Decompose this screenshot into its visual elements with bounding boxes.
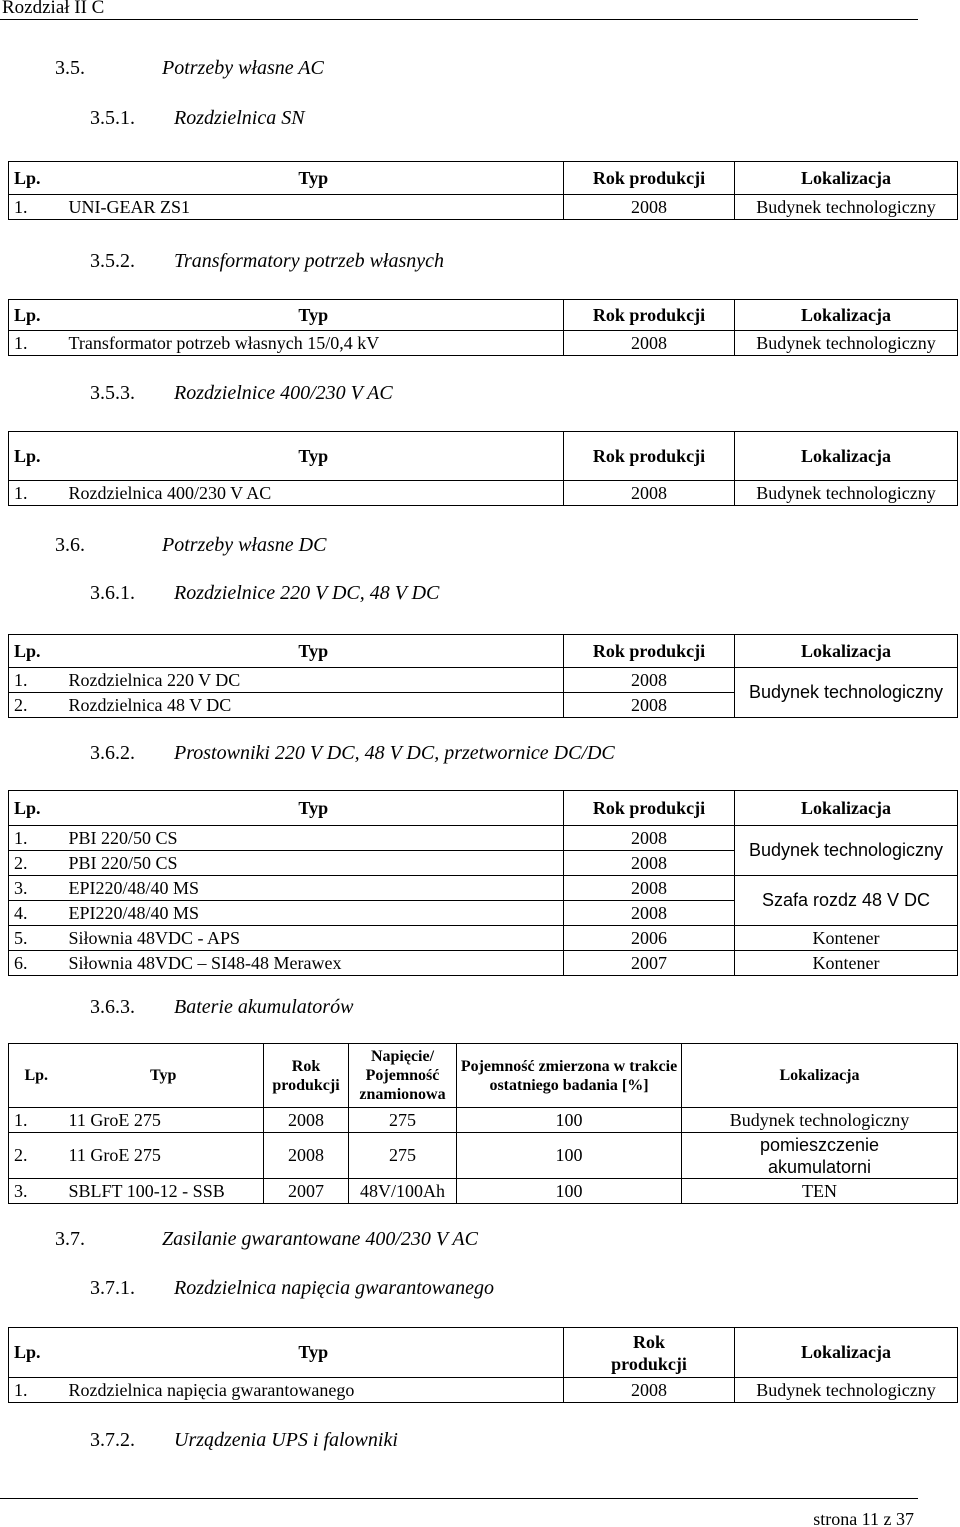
table-row: 1. PBI 220/50 CS 2008 Budynek technologiczny <box>9 826 958 851</box>
table-row: 5. Siłownia 48VDC - APS 2006 Kontener <box>9 926 958 951</box>
section-3-7-heading: 3.7. Zasilanie gwarantowane 400/230 V AC <box>55 1228 478 1250</box>
table-3-6-1: Lp. Typ Rok produkcji Lokalizacja 1. Rozdzielnica 220 V DC 2008 Budynek technologiczny 2. Rozdzielnica 48 V DC 2008 <box>8 634 958 718</box>
table-row: 1. UNI-GEAR ZS1 2008 Budynek technologiczny <box>9 195 958 220</box>
section-3-6-1-heading: 3.6.1. Rozdzielnice 220 V DC, 48 V DC <box>90 582 440 604</box>
table-row: 3. SBLFT 100-12 - SSB 2007 48V/100Ah 100 TEN <box>9 1179 958 1204</box>
col-typ: Typ <box>64 162 564 195</box>
section-3-5-1-heading: 3.5.1. Rozdzielnica SN <box>90 107 305 129</box>
footer-rule <box>0 1498 918 1499</box>
table-3-5-2: Lp. Typ Rok produkcji Lokalizacja 1. Transformator potrzeb własnych 15/0,4 kV 2008 Budynek technologiczny <box>8 299 958 356</box>
table-row: 4. EPI220/48/40 MS 2008 <box>9 901 958 926</box>
col-lp: Lp. <box>9 162 64 195</box>
table-row: 6. Siłownia 48VDC – SI48-48 Merawex 2007 Kontener <box>9 951 958 976</box>
table-3-6-2: Lp. Typ Rok produkcji Lokalizacja 1. PBI 220/50 CS 2008 Budynek technologiczny 2. PBI 220/50 CS 2008 3. EPI220/48/40 MS 2008 Szafa rozdz 48 V DC 4. EPI220/48/40 MS 2008 5. Siłownia 48VDC - APS 2006 Kontener 6. Siłownia 48VDC – SI48-48 Merawex 2007 Kontener <box>8 790 958 976</box>
section-3-5-3-heading: 3.5.3. Rozdzielnice 400/230 V AC <box>90 382 393 404</box>
page-number: strona 11 z 37 <box>813 1509 914 1527</box>
table-row: 1. Rozdzielnica 220 V DC 2008 Budynek technologiczny <box>9 668 958 693</box>
table-3-5-1 <box>8 161 958 220</box>
table-3-6-3: Lp. Typ Rok produkcji Napięcie/ Pojemność znamionowa Pojemność zmierzona w trakcie ostatniego badania [%] Lokalizacja 1. 11 GroE 275 2008 275 100 Budynek technologiczny 2. 11 GroE 275 2008 275 100 pomieszczenie akumulatorni 3. SBLFT 100-12 - SSB 2007 48V/100Ah 100 TEN <box>8 1043 958 1204</box>
section-3-7-2-heading: 3.7.2. Urządzenia UPS i falowniki <box>90 1429 398 1451</box>
section-3-6-3-heading: 3.6.3. Baterie akumulatorów <box>90 996 354 1018</box>
section-3-5-heading: 3.5. Potrzeby własne AC <box>55 57 324 79</box>
section-3-5-2-heading: 3.5.2. Transformatory potrzeb własnych <box>90 250 445 272</box>
section-3-6-2-heading: 3.6.2. Prostowniki 220 V DC, 48 V DC, przetwornice DC/DC <box>90 742 615 764</box>
section-3-7-1-heading: 3.7.1. Rozdzielnica napięcia gwarantowanego <box>90 1277 494 1299</box>
table-row: 2. 11 GroE 275 2008 275 100 pomieszczenie akumulatorni <box>9 1133 958 1179</box>
chapter-label: Rozdział II C <box>2 0 105 18</box>
table-row: 2. Rozdzielnica 48 V DC 2008 <box>9 693 958 718</box>
table-row: 1. Rozdzielnica 400/230 V AC 2008 Budynek technologiczny <box>9 481 958 506</box>
table-row: 1. 11 GroE 275 2008 275 100 Budynek technologiczny <box>9 1108 958 1133</box>
table-row: 3. EPI220/48/40 MS 2008 Szafa rozdz 48 V DC <box>9 876 958 901</box>
col-lok: Lokalizacja <box>735 162 958 195</box>
table-row: 1. Transformator potrzeb własnych 15/0,4 kV 2008 Budynek technologiczny <box>9 331 958 356</box>
col-rok: Rok produkcji <box>564 162 735 195</box>
table-row: 2. PBI 220/50 CS 2008 <box>9 851 958 876</box>
table-row: 1. Rozdzielnica napięcia gwarantowanego 2008 Budynek technologiczny <box>9 1378 958 1403</box>
page-header <box>0 0 918 20</box>
table-3-7-1: Lp. Typ Rok produkcji Lokalizacja 1. Rozdzielnica napięcia gwarantowanego 2008 Budynek technologiczny <box>8 1327 958 1403</box>
table-3-5-3: Lp. Typ Rok produkcji Lokalizacja 1. Rozdzielnica 400/230 V AC 2008 Budynek technologiczny <box>8 431 958 506</box>
section-3-6-heading: 3.6. Potrzeby własne DC <box>55 534 327 556</box>
